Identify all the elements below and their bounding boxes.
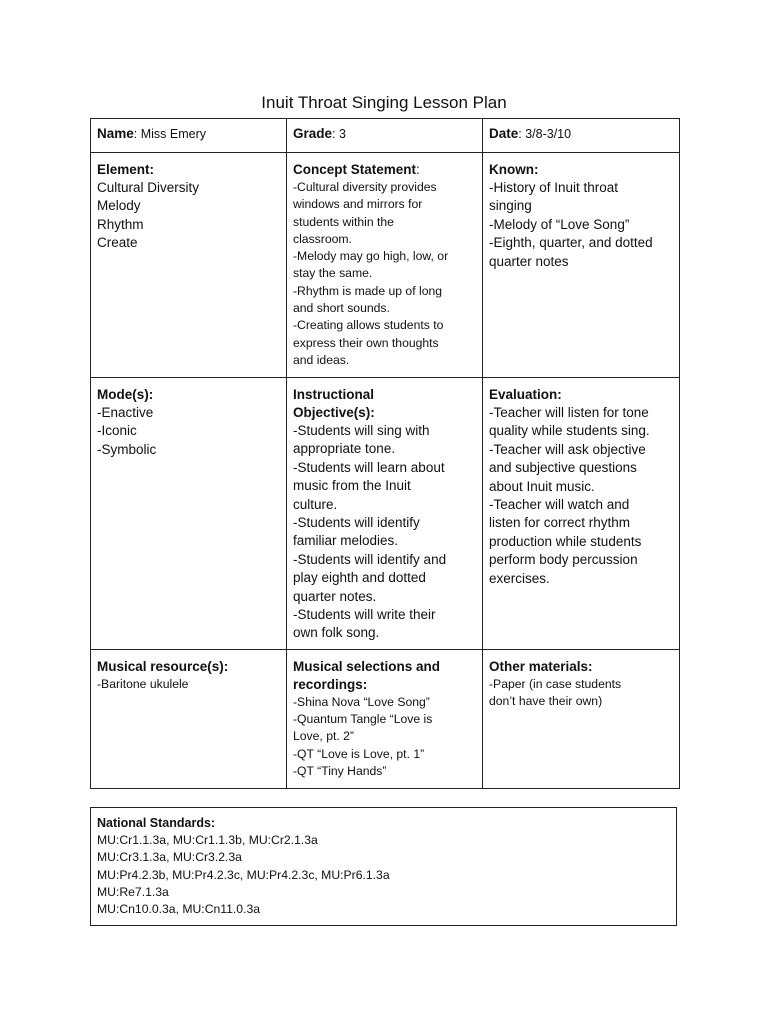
- standard-line: MU:Cn10.0.3a, MU:Cn11.0.3a: [97, 902, 261, 917]
- element-item: Create: [97, 235, 138, 251]
- objective-line: own folk song.: [293, 625, 380, 641]
- concept-line: -Creating allows students to: [293, 318, 444, 333]
- concept-line: students within the: [293, 214, 394, 229]
- known-line: quarter notes: [489, 253, 569, 269]
- evaluation-line: quality while students sing.: [489, 423, 650, 439]
- grade-value: : 3: [332, 127, 346, 141]
- concept-cell: [287, 153, 483, 378]
- concept-line: stay the same.: [293, 266, 373, 281]
- objective-line: appropriate tone.: [293, 441, 396, 457]
- objective-line: -Students will sing with: [293, 423, 430, 438]
- content-row-2: [91, 378, 680, 650]
- known-cell: [483, 153, 680, 378]
- material-line: -Paper (in case students: [489, 676, 622, 691]
- material-line: don’t have their own): [489, 694, 603, 709]
- selections-heading: Musical selections and recordings:: [293, 658, 441, 692]
- objectives-cell: [287, 378, 483, 650]
- evaluation-line: about Inuit music.: [489, 478, 595, 494]
- objective-line: -Students will write their: [293, 607, 436, 623]
- concept-heading: Concept Statement:: [293, 162, 420, 177]
- concept-line: and short sounds.: [293, 301, 390, 316]
- document-title: Inuit Throat Singing Lesson Plan: [261, 93, 507, 112]
- date-cell: [483, 119, 680, 153]
- concept-line: windows and mirrors for: [293, 197, 423, 212]
- resources-cell: [91, 649, 287, 788]
- selection-line: Love, pt. 2”: [293, 729, 354, 744]
- name-cell: [91, 119, 287, 153]
- evaluation-line: -Teacher will listen for tone: [489, 405, 649, 420]
- resource-line: -Baritone ukulele: [97, 676, 189, 691]
- known-heading: Known:: [489, 162, 539, 177]
- concept-line: and ideas.: [293, 352, 350, 367]
- evaluation-heading: Evaluation:: [489, 387, 562, 402]
- resources-heading: Musical resource(s):: [97, 658, 229, 674]
- content-row-1: [91, 153, 680, 378]
- objective-line: play eighth and dotted: [293, 570, 426, 586]
- element-cell: [91, 153, 287, 378]
- concept-line: -Rhythm is made up of long: [293, 283, 443, 298]
- standard-line: MU:Re7.1.3a: [97, 884, 169, 899]
- evaluation-cell: [483, 378, 680, 650]
- evaluation-line: listen for correct rhythm: [489, 515, 631, 531]
- objective-line: culture.: [293, 496, 338, 512]
- evaluation-line: -Teacher will watch and: [489, 497, 630, 513]
- standard-line: MU:Pr4.2.3b, MU:Pr4.2.3c, MU:Pr4.2.3c, MU:Pr6.1.3a: [97, 867, 390, 882]
- materials-heading: Other materials:: [489, 658, 593, 674]
- standard-line: MU:Cr3.1.3a, MU:Cr3.2.3a: [97, 850, 242, 865]
- selection-line: -QT “Tiny Hands”: [293, 764, 387, 779]
- element-item: Cultural Diversity: [97, 180, 200, 195]
- materials-cell: [483, 649, 680, 788]
- standards-heading: National Standards:: [97, 816, 216, 830]
- concept-line: express their own thoughts: [293, 335, 439, 350]
- modes-cell: [91, 378, 287, 650]
- modes-heading: Mode(s):: [97, 387, 154, 402]
- standard-line: MU:Cr1.1.3a, MU:Cr1.1.3b, MU:Cr2.1.3a: [97, 833, 318, 848]
- concept-line: -Melody may go high, low, or: [293, 249, 449, 264]
- evaluation-line: and subjective questions: [489, 460, 637, 476]
- objective-line: -Students will identify and: [293, 551, 447, 567]
- date-label: Date: [489, 126, 519, 141]
- mode-item: -Enactive: [97, 405, 154, 420]
- objective-line: music from the Inuit: [293, 478, 411, 494]
- objective-line: -Students will learn about: [293, 459, 445, 475]
- element-item: Melody: [97, 198, 141, 214]
- selection-line: -QT “Love is Love, pt. 1”: [293, 746, 425, 761]
- objective-line: quarter notes.: [293, 588, 377, 604]
- concept-line: classroom.: [293, 231, 352, 246]
- name-value: : Miss Emery: [133, 127, 207, 141]
- mode-item: -Symbolic: [97, 441, 157, 457]
- known-line: -History of Inuit throat: [489, 180, 619, 195]
- selection-line: -Shina Nova “Love Song”: [293, 694, 430, 709]
- evaluation-line: production while students: [489, 533, 642, 549]
- evaluation-line: perform body percussion: [489, 552, 638, 568]
- grade-label: Grade: [293, 126, 333, 141]
- evaluation-line: exercises.: [489, 570, 550, 586]
- known-line: -Eighth, quarter, and dotted: [489, 235, 653, 251]
- element-item: Rhythm: [97, 216, 144, 232]
- element-heading: Element:: [97, 162, 155, 177]
- evaluation-line: -Teacher will ask objective: [489, 441, 646, 457]
- objective-line: familiar melodies.: [293, 533, 399, 549]
- known-line: -Melody of “Love Song”: [489, 216, 630, 232]
- lesson-plan-table: [90, 118, 680, 789]
- objective-line: -Students will identify: [293, 515, 420, 531]
- header-row: [91, 119, 680, 153]
- grade-cell: [287, 119, 483, 153]
- national-standards-box: [90, 807, 677, 926]
- selection-line: -Quantum Tangle “Love is: [293, 712, 433, 727]
- selections-cell: [287, 649, 483, 788]
- mode-item: -Iconic: [97, 423, 137, 439]
- known-line: singing: [489, 198, 532, 214]
- content-row-3: [91, 649, 680, 788]
- concept-line: -Cultural diversity provides: [293, 180, 437, 194]
- date-value: : 3/8-3/10: [518, 127, 572, 141]
- name-label: Name: [97, 126, 134, 141]
- objectives-heading: Instructional Objective(s):: [293, 387, 375, 420]
